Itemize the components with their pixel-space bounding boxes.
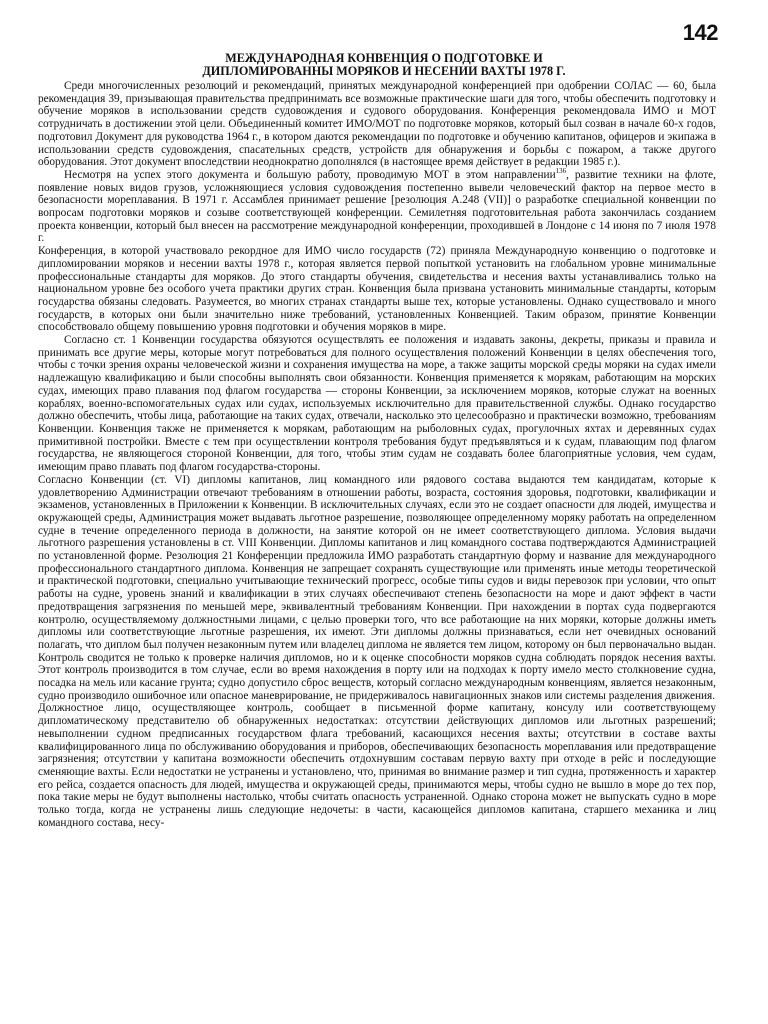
paragraph-6: Должностное лицо, осуществляющее контроль, сообщает в письменной форме капитану, консулу или соответствующему дипломатическому представителю об обнаруженных недостатках: отсутствии действующих дипломов или льготных разрешений; невыполнении судном предписанных государством флага требований, касающихся несения вахты; отсутствии в составе вахты квалифицированного лица по обслуживанию оборудования и приборов, обеспечивающих безопасность мореплавания или предотвращение загрязнения; отсутствии у капитана возможности обеспечить отдохнувшим составам первую вахту при отходе в рейс и последующие сменяющие вахты. Если недостатки не устранены и установлено, что, принимая во внимание размер и тип судна, протяженность и характер его рейса, создается опасность для людей, имущества и окружающей среды, принимаются меры, чтобы судно не вышло в море до тех пор, пока такие меры не будут выполнены настолько, чтобы считать опасность устраненной. Однако сторона может не выпускать судно в море только тогда, когда не устранены лишь следующие недочеты: в части, касающейся дипломов капитана, старшего механика и лиц командного состава, несу- xyxy=(38,702,716,829)
paragraph-2-text-end: , развитие техники на флоте, появление новых видов грузов, усложняющиеся условия судовождения постепенно вывели человеческий фактор на первое место в безопасности мореплавания. В 1971 г. Ассамблея принимает решение [резолюция А.248 (VII)] о разработке специальной конвенции по вопросам подготовки моряков и созыве соответствующей конференции. Семилетняя подготовительная работа закончилась созданием проекта конвенции, который был внесен на рассмотрение международной конференции, проходившей в Лондоне с 14 июня по 7 июля 1978 г. xyxy=(38,168,716,245)
footnote-ref-136: 136 xyxy=(555,167,567,176)
title-line-1: МЕЖДУНАРОДНАЯ КОНВЕНЦИЯ О ПОДГОТОВКЕ И xyxy=(225,51,543,65)
paragraph-2-text-start: Несмотря на успех этого документа и большую работу, проводимую МОТ в этом направлении xyxy=(64,168,556,181)
paragraph-3: Конференция, в которой участвовало рекордное для ИМО число государств (72) приняла Международную конвенцию о подготовке и дипломировании моряков и несении вахты 1978 г., которая является первой попыткой установить на глобальном уровне минимальные профессиональные стандарты для моряков. До этого стандарты обучения, свидетельства и несения вахты устанавливались только на национальном уровне без особого учета практики других стран. Конвенция была призвана установить минимальные стандарты, которым государства обязаны следовать. Разумеется, во многих странах стандарты выше тех, которые установлены. Однако существовало и много государств, в которых они были значительно ниже требований, установленных Конвенцией. Таким образом, принятие Конвенции способствовало общему повышению уровня подготовки и обучения моряков в мире. xyxy=(38,245,716,334)
paragraph-5: Согласно Конвенции (ст. VI) дипломы капитанов, лиц командного или рядового состава выдаются тем кандидатам, которые к удовлетворению Администрации отвечают требованиям в отношении работы, возраста, состояния здоровья, подготовки, квалификации и экзаменов, установленных в Приложении к Конвенции. В исключительных случаях, если это не создает опасности для людей, имущества и окружающей среды, Администрация может выдавать льготное разрешение, позволяющее определенному моряку работать на определенном судне в течение определенного периода в должности, на занятие которой он не имеет соответствующего диплома. Условия выдачи льготного разрешения установлены в ст. VIII Конвенции. Дипломы капитанов и лиц командного состава подтверждаются Администрацией по установленной форме. Резолюция 21 Конференции предложила ИМО разработать стандартную форму и название для международного профессионального стандартного диплома. Конвенция не запрещает сохранять существующие или применять иные методы теоретической и практической подготовки, специально учитывающие технический прогресс, особые типы судов и виды перевозок при условии, что опыт работы на судне, уровень знаний и квалификации в этих случаях обеспечивают степень безопасности на море и дают эффект в части предотвращения загрязнения по меньшей мере, эквивалентный требованиям Конвенции. При нахождении в портах суда подвергаются контролю, осуществляемому должностными лицами, с целью проверки того, что все работающие на них моряки, которые должны иметь дипломы или соответствующие льготные разрешения, их имеют. Эти дипломы должны признаваться, если нет очевидных оснований полагать, что диплом был получен незаконным путем или владелец диплома не является тем лицом, которому он был первоначально выдан. Контроль сводится не только к проверке наличия дипломов, но и к оценке способности моряков судна соблюдать порядок несения вахты. Этот контроль производится в том случае, если во время нахождения в порту или на подходах к порту имело место столкновение судна, посадка на мель или касание грунта; судно допустило сброс веществ, который согласно международным конвенциям, является незаконным, судно производило ошибочное или опасное маневрирование, не придерживалось навигационных знаков или системы разделения движения. xyxy=(38,473,716,702)
body-text xyxy=(38,80,716,829)
document-title xyxy=(60,52,708,78)
paragraph-1: Среди многочисленных резолюций и рекомендаций, принятых международной конференцией при одобрении СОЛАС — 60, была рекомендация 39, призывающая правительства предпринимать все возможные практические шаги для того, чтобы обеспечить подготовку и обучение моряков в использовании средств судовождения и судового оборудования. Конференция рекомендовала ИМО и МОТ сотрудничать в достижении этой цели. Объединенный комитет ИМО/МОТ по подготовке моряков, который был созван в начале 60-х годов, подготовил Документ для руководства 1964 г., в котором даются рекомендации по подготовке и обучению капитанов, офицеров и экипажа в использовании средств судовождения, спасательных средств, устройств для обнаружения и борьбы с пожаром, а также другого оборудования. Этот документ впоследствии неоднократно дополнялся (в настоящее время действует в редакции 1985 г.). xyxy=(38,80,716,169)
page-number: 142 xyxy=(682,20,718,45)
paragraph-2 xyxy=(38,169,716,245)
paragraph-4: Согласно ст. 1 Конвенции государства обязуются осуществлять ее положения и издавать законы, декреты, приказы и правила и принимать все другие меры, которые могут потребоваться для полного осуществления положений Конвенции в целях обеспечения того, чтобы с точки зрения охраны человеческой жизни и сохранения имущества на море, а также защиты морской среды моряки на судах имели надлежащую квалификацию и были способны выполнять свои обязанности. Конвенция применяется к морякам, работающим на морских судах, имеющих право плавания под флагом государства — стороны Конвенции, за исключением моряков, которые служат на военных кораблях, военно-вспомогательных судах или судах, используемых исключительно для правительственной службы. Однако государство должно обеспечить, чтобы лица, работающие на таких судах, отвечали, насколько это целесообразно и практически возможно, требованиям Конвенции. Конвенция также не применяется к морякам, работающим на рыболовных судах, прогулочных яхтах и деревянных судах примитивной постройки. Вместе с тем при осуществлении контроля требования будут предъявляться и к судам, плавающим под флагом государства, не являющегося стороной Конвенции, для того, чтобы этим судам не создавать более благоприятные условия, чем судам, имеющим право плавать под флагом государства-стороны. xyxy=(38,334,716,474)
title-line-2: ДИПЛОМИРОВАННЫ МОРЯКОВ И НЕСЕНИИ ВАХТЫ 1978 Г. xyxy=(202,64,566,78)
